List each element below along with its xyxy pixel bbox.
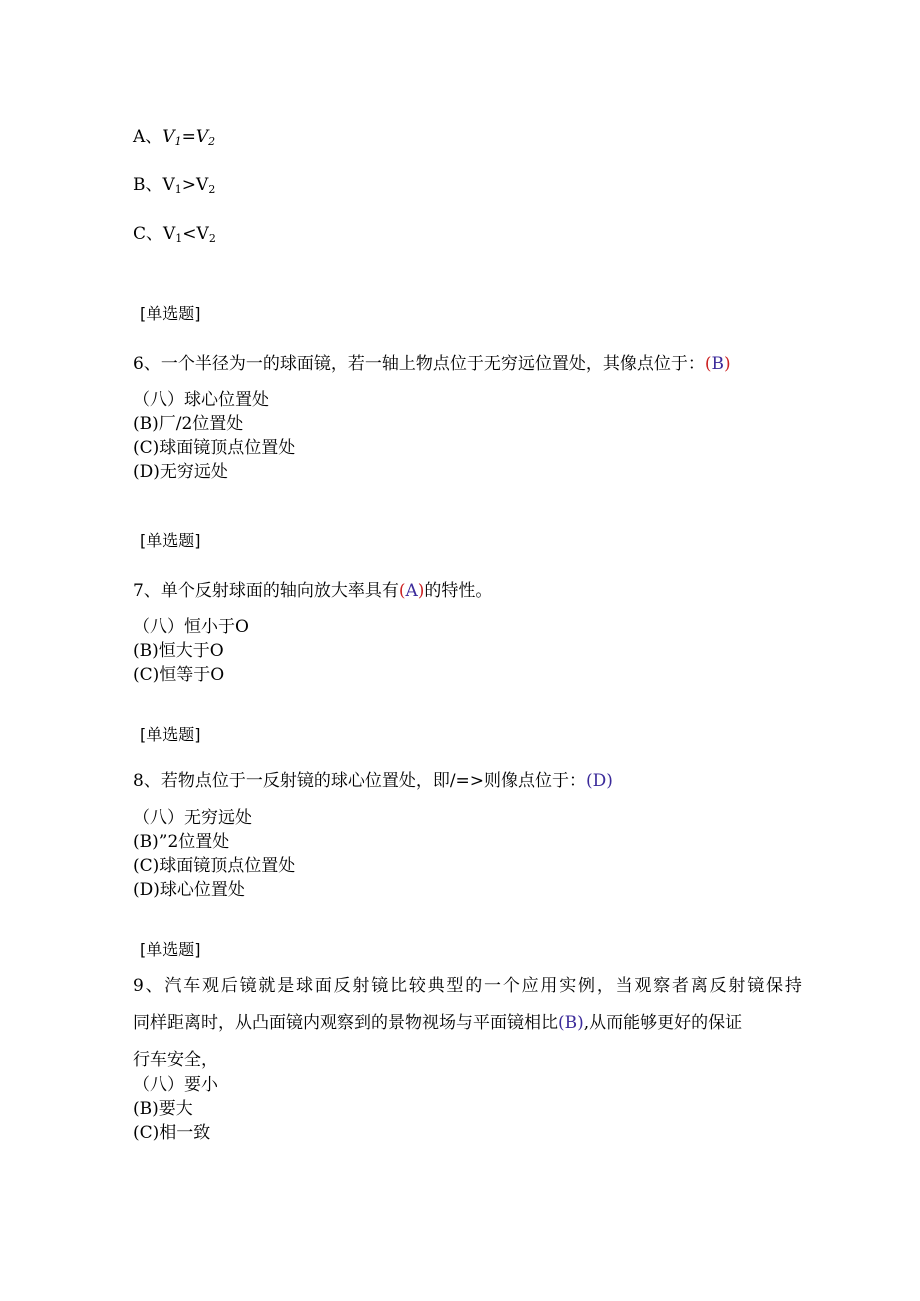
sub-1: 1 [174,135,182,148]
q6-stem [133,352,731,376]
q9-stem-tail: ,从而能够更好的保证 [583,1013,743,1033]
q8-type-tag: [单选题] [140,725,201,744]
q7-option-b: (B)恒大于O [133,641,224,661]
q9-stem-line-2 [133,1011,742,1035]
q5-option-a [133,125,215,154]
q9-stem-line-1: 9、汽车观后镜就是球面反射镜比较典型的一个应用实例，当观察者离反射镜保持 [133,976,804,996]
q5-option-b [133,173,215,202]
operator: = [181,127,196,147]
sub-2: 2 [208,183,216,196]
q9-option-c: (C)相一致 [133,1123,211,1143]
q9-stem-line-3: 行车安全， [133,1050,218,1070]
sub-1: 1 [175,232,183,245]
q9-answer: (B) [558,1013,584,1033]
q6-stem-text: 6、一个半径为一的球面镜，若一轴上物点位于无穷远位置处，其像点位于： [133,354,705,374]
q7-answer: A [405,581,418,601]
var-v1: V [162,127,175,147]
sub-1: 1 [174,183,182,196]
q8-option-b: (B)”2位置处 [133,832,230,852]
q9-option-a: （八）要小 [133,1075,218,1095]
q7-type-tag: [单选题] [140,531,201,550]
var-v2: V [196,175,209,195]
q8-stem [133,769,613,793]
q9-stem-text: 同样距离时，从凸面镜内观察到的景物视场与平面镜相比 [133,1013,558,1033]
q6-type-tag: [单选题] [140,304,201,323]
answer-paren-open: ( [398,581,406,601]
q6-option-a: （八）球心位置处 [133,390,269,410]
q7-option-c: (C)恒等于O [133,665,225,685]
q6-option-c: (C)球面镜顶点位置处 [133,438,296,458]
option-prefix: A、 [133,127,163,147]
q9-type-tag: [单选题] [140,940,201,959]
q6-option-d: (D)无穷远处 [133,462,228,482]
operator: > [181,175,197,195]
q8-option-c: (C)球面镜顶点位置处 [133,856,296,876]
q8-answer: (D) [586,771,613,791]
option-prefix: C、 [133,224,164,244]
option-prefix: B、 [133,175,163,195]
q7-stem [133,579,492,603]
q5-option-c [133,222,216,251]
var-v2: V [196,224,209,244]
var-v2: V [195,127,209,147]
sub-2: 2 [208,232,216,245]
q7-stem-tail: 的特性。 [424,581,493,601]
operator: < [182,224,197,244]
answer-paren-close: ) [417,581,425,601]
q6-option-b: (B)厂/2位置处 [133,414,244,434]
q7-stem-text: 7、单个反射球面的轴向放大率具有 [133,581,399,601]
var-v1: V [162,175,175,195]
var-v1: V [163,224,176,244]
answer-paren-open: ( [704,354,712,374]
answer-paren-close: ) [723,354,731,374]
q8-stem-text: 8、若物点位于一反射镜的球心位置处，即/=>则像点位于： [133,771,587,791]
q8-option-d: (D)球心位置处 [133,880,245,900]
sub-2: 2 [208,135,216,148]
q6-answer: B [711,354,724,374]
q7-option-a: （八）恒小于O [133,617,249,637]
q9-option-b: (B)要大 [133,1099,193,1119]
q8-option-a: （八）无穷远处 [133,808,252,828]
